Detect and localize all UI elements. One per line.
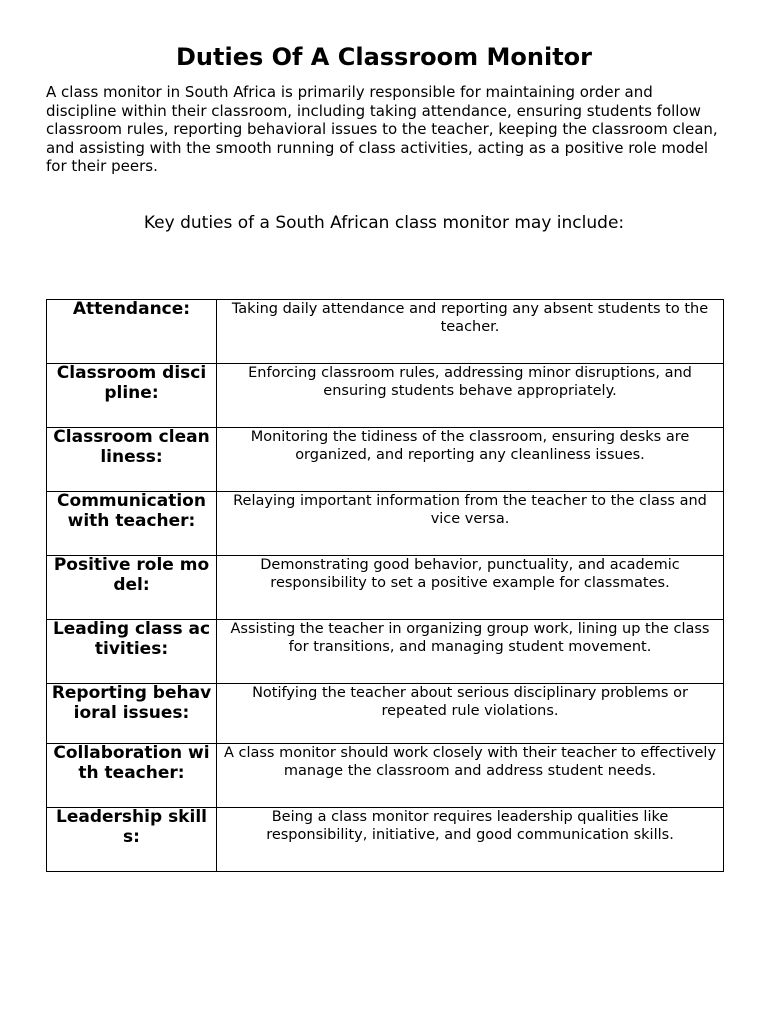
- page-title: Duties Of A Classroom Monitor: [175, 43, 592, 71]
- duty-term: Collaboration with teacher:: [47, 744, 217, 808]
- duty-description: Notifying the teacher about serious disciplinary problems or repeated rule violations.: [217, 684, 724, 744]
- duty-description: Demonstrating good behavior, punctuality, and academic responsibility to set a positive example for classmates.: [217, 556, 724, 620]
- duty-term: Attendance:: [47, 300, 217, 364]
- table-row: [47, 808, 724, 872]
- duty-description: Taking daily attendance and reporting any absent students to the teacher.: [217, 300, 724, 364]
- table-row: [47, 744, 724, 808]
- duty-term: Reporting behavioral issues:: [47, 684, 217, 744]
- duty-description: Relaying important information from the teacher to the class and vice versa.: [217, 492, 724, 556]
- duty-term: Classroom discipline:: [47, 364, 217, 428]
- intro-paragraph: A class monitor in South Africa is primarily responsible for maintaining order and discipline within their classroom, including taking attendance, ensuring students follow classroom rules, reporting behavioral issues to the teacher, keeping the classroom clean, and assisting with the smooth running of class activities, acting as a positive role model for their peers.: [46, 83, 718, 175]
- table-row: [47, 620, 724, 684]
- table-row: [47, 684, 724, 744]
- duty-description: A class monitor should work closely with their teacher to effectively manage the classroom and address student needs.: [217, 744, 724, 808]
- table-row: [47, 364, 724, 428]
- table-row: [47, 492, 724, 556]
- duty-description: Assisting the teacher in organizing group work, lining up the class for transitions, and managing student movement.: [217, 620, 724, 684]
- duty-description: Enforcing classroom rules, addressing minor disruptions, and ensuring students behave appropriately.: [217, 364, 724, 428]
- duty-description: Being a class monitor requires leadership qualities like responsibility, initiative, and good communication skills.: [217, 808, 724, 872]
- duty-term: Leading class activities:: [47, 620, 217, 684]
- table-row: [47, 300, 724, 364]
- table-row: [47, 428, 724, 492]
- duties-table: [46, 299, 724, 872]
- duty-term: Leadership skills:: [47, 808, 217, 872]
- table-row: [47, 556, 724, 620]
- duty-term: Communication with teacher:: [47, 492, 217, 556]
- duty-term: Positive role model:: [47, 556, 217, 620]
- duty-description: Monitoring the tidiness of the classroom, ensuring desks are organized, and reporting any cleanliness issues.: [217, 428, 724, 492]
- duty-term: Classroom cleanliness:: [47, 428, 217, 492]
- duties-subheading: Key duties of a South African class monitor may include:: [143, 213, 625, 233]
